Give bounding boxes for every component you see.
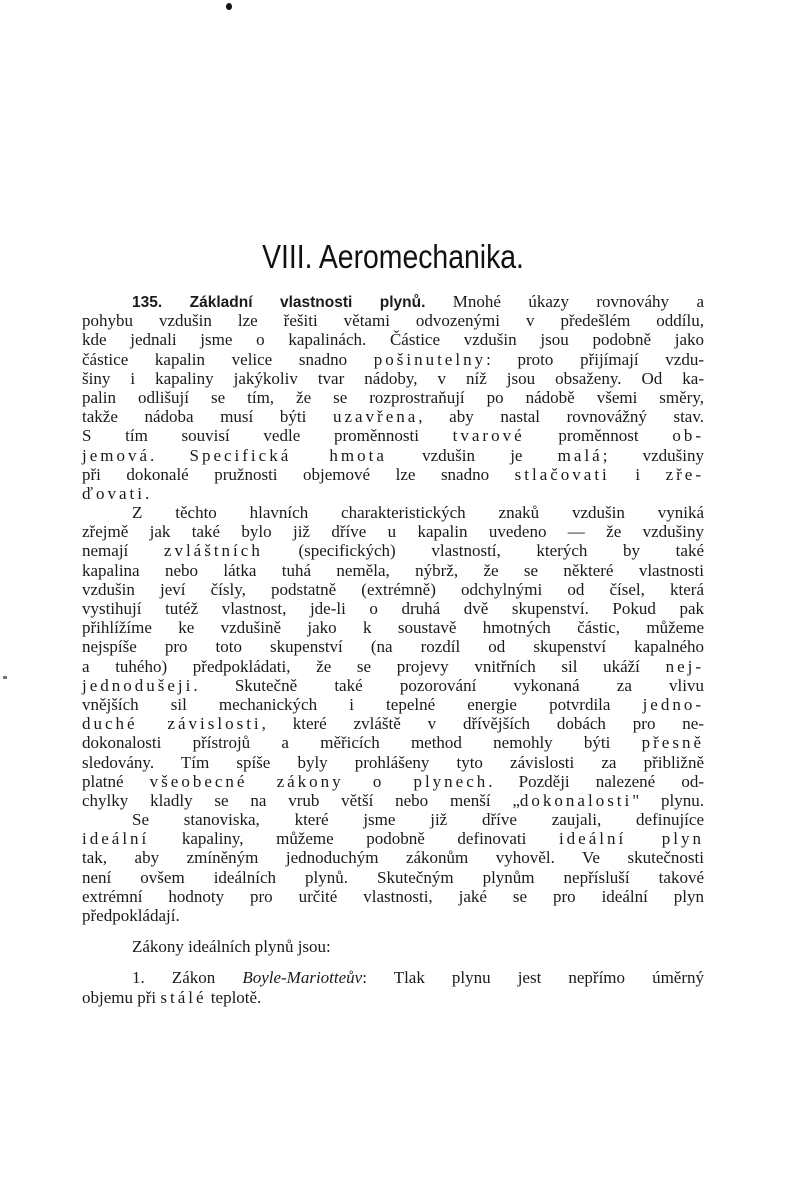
emphasis-text: tvarové <box>452 426 525 446</box>
text-line: Se stanoviska, které jsme již dříve zaujali, definujíce <box>132 810 704 830</box>
emphasis-text: Specifická hmota <box>189 445 387 465</box>
emphasis-text: dokonalosti <box>519 790 633 810</box>
text-line: jednodušeji. Skutečně také pozorování vykonaná za vlivu <box>82 675 704 695</box>
emphasis-text: uzavřena <box>332 407 419 427</box>
text-line: 1. Zákon Boyle-Mariotteův: Tlak plynu jest nepřímo úměrný <box>132 968 705 988</box>
text-line: dokonalosti přístrojů a měřicích method nemohly býti přesně <box>82 733 704 753</box>
text-line: nemají zvláštních (specifických) vlastností, kterých by také <box>82 541 704 561</box>
text-line: duché závislosti, které zvláště v dřívějších dobách pro ne- <box>82 714 704 734</box>
text-line: palin odlišují se tím, že se rozprostraňují po nádobě všemi směry, <box>82 387 704 407</box>
text-line: takže nádoba musí býti uzavřena, aby nastal rovnovážný stav. <box>82 407 704 427</box>
text-line: předpokládají. <box>82 906 180 925</box>
text-line: šiny i kapaliny jakýkoliv tvar nádoby, v níž jsou obsaženy. Od ka- <box>82 368 704 388</box>
emphasis-text: ďovati <box>82 483 145 503</box>
text-line: 135. Základní vlastnosti plynů. Mnohé úkazy rovnováhy a <box>132 292 704 311</box>
ink-speck <box>226 3 232 10</box>
emphasis-text: přesně <box>641 733 704 753</box>
emphasis-text: pošinutelny <box>373 349 487 369</box>
emphasis-text: jednodušeji <box>82 675 194 695</box>
ink-speck <box>3 676 7 679</box>
emphasis-text: zře- <box>665 464 704 484</box>
emphasis-text: zvláštních <box>163 541 263 561</box>
paragraph-gap <box>82 925 704 937</box>
text-line: vnějších sil mechanických i tepelné energie potvrdila jedno- <box>82 694 704 714</box>
emphasis-text: ob- <box>672 426 704 446</box>
text-line: částice kapalin velice snadno pošinutelny: proto přijímají vzdu- <box>82 349 704 369</box>
text-line: kde jednali jsme o kapalinách. Částice vzdušin jsou podobně jako <box>82 330 704 350</box>
italic-name: Boyle-Mariotteův <box>242 968 363 988</box>
text-line: ďovati. <box>82 483 150 503</box>
text-line: jemová. Specifická hmota vzdušin je malá; vzdušiny <box>82 445 705 465</box>
emphasis-text: nej- <box>665 656 704 676</box>
text-line: ideální kapaliny, můžeme podobně definovati ideální plyn <box>82 829 705 849</box>
emphasis-text: ideální plyn <box>558 829 705 849</box>
text-line: extrémní hodnoty pro určité vlastnosti, jaké se pro ideální plyn <box>82 886 704 906</box>
text-line: vzdušin jeví čísly, podstatně (extrémně) odchylnými od čísel, která <box>82 579 704 599</box>
emphasis-text: duché závislosti <box>82 714 262 734</box>
paragraph-gap <box>82 956 704 968</box>
text-line: S tím souvisí vedle proměnnosti tvarové proměnnost ob- <box>82 426 704 446</box>
section-heading: 135. Základní vlastnosti plynů. <box>132 294 426 311</box>
text-line: vystihují tutéž vlastnost, jde-li o druhá dvě skupenství. Pokud pak <box>82 599 704 618</box>
text-line: není ovšem ideálních plynů. Skutečným plynům nepřísluší takové <box>82 867 704 887</box>
text-line: Zákony ideálních plynů jsou: <box>132 937 331 957</box>
text-line: pohybu vzdušin lze řešiti větami odvozenými v předešlém oddílu, <box>82 311 704 331</box>
emphasis-text: malá <box>557 445 603 465</box>
emphasis-text: ideální <box>82 829 150 849</box>
text-line: sledovány. Tím spíše byly prohlášeny tyto závislosti za přibližně <box>82 752 704 772</box>
text-line: objemu při stálé teplotě. <box>82 987 262 1007</box>
emphasis-text: stálé <box>160 987 207 1007</box>
text-line: chylky kladly se na vrub větší nebo menší „dokonalosti" plynu. <box>82 790 704 810</box>
emphasis-text: stlačovati <box>514 464 610 484</box>
text-line: kapalina nebo látka tuhá neměla, nýbrž, že se některé vlastnosti <box>82 560 704 580</box>
emphasis-text: jedno- <box>642 694 704 714</box>
emphasis-text: všeobecné zákony o plynech <box>149 771 489 791</box>
text-line: a tuhého) předpokládati, že se projevy vnitřních sil ukáží nej- <box>82 656 704 676</box>
text-line: přihlížíme ke vzdušině jako k soustavě hmotných částic, můžeme <box>82 618 704 638</box>
text-line: tak, aby zmíněným jednoduchým zákonům vyhověl. Ve skutečnosti <box>82 848 704 868</box>
text-line: nejspíše pro toto skupenství (na rozdíl od skupenství kapalného <box>82 637 704 657</box>
text-line: při dokonalé pružnosti objemové lze snadno stlačovati i zře- <box>82 464 704 484</box>
body-text <box>82 292 704 1007</box>
text-line: zřejmě jak také bylo již dříve u kapalin uvedeno — že vzdušiny <box>82 522 704 542</box>
text-line: platné všeobecné zákony o plynech. Později nalezené od- <box>82 771 705 791</box>
chapter-title: VIII. Aeromechanika. <box>262 238 524 275</box>
emphasis-text: jemová <box>82 445 151 465</box>
text-line: Z těchto hlavních charakteristických znaků vzdušin vyniká <box>132 503 704 523</box>
